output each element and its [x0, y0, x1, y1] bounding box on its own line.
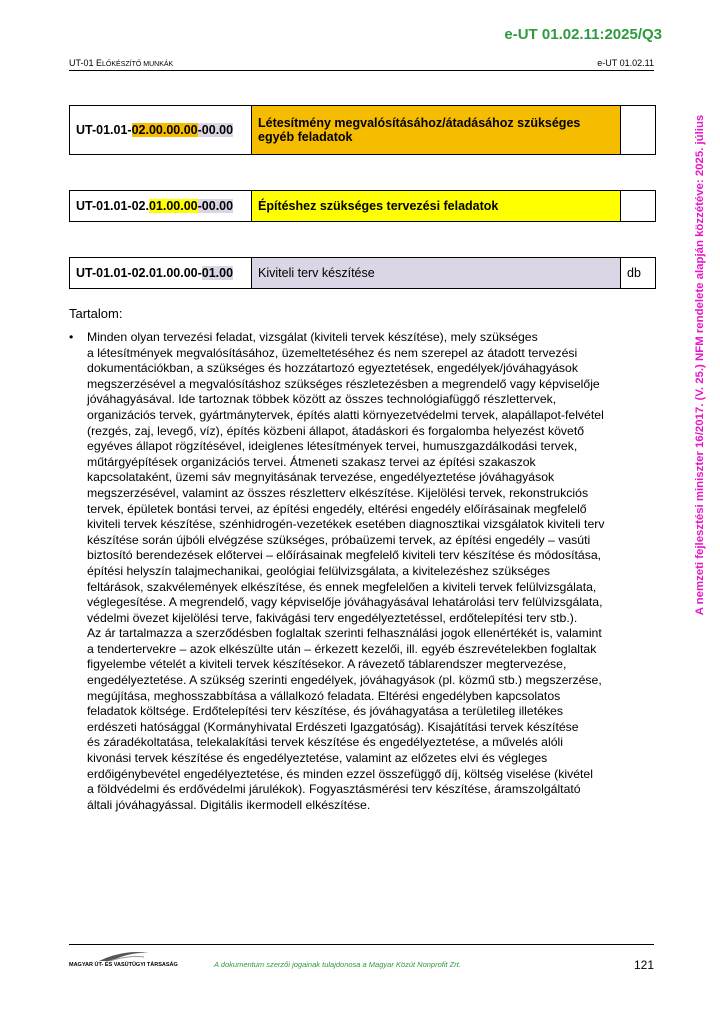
page-number: 121: [633, 958, 654, 972]
running-header: [69, 58, 654, 71]
paragraph-line: megszerzésével, valamint az összes részletterv elkészítése. Kijelölési tervek, rekonstrukciós: [87, 485, 589, 500]
paragraph-line: a létesítmények megvalósításához, üzemeltetéséhez és nem szerepel az átadott tervezési: [87, 345, 578, 360]
paragraph-line: engedélyeztetése. A szükség szerinti engedélyek, jóváhagyások (pl. közmű stb.) megszerzése,: [87, 673, 602, 688]
paragraph-line: Az ár tartalmazza a szerződésben foglaltak szerinti felhasználási jogok ellenértékét is, valamint: [87, 626, 602, 641]
item-unit: db: [621, 258, 656, 289]
content-label: Tartalom:: [69, 306, 123, 321]
side-publication-note: A nemzeti fejlesztési miniszter 16/2017. (V. 25.) NFM rendelete alapján közzétéve: 2025. július: [694, 114, 706, 615]
paragraph-line: és záradékoltatása, telekalakítási tervek készítése és engedélyeztetése, a művelés alóli: [87, 735, 563, 750]
paragraph-line: műtárgyépítések organizációs tervei. Átmeneti szakasz tervei az építési szakaszok: [87, 454, 536, 469]
paragraph-line: megszerzésével a megvalósításhoz szükséges részletezésben a megrendelő vagy képviselője: [87, 376, 600, 391]
paragraph-line: dokumentációkban, a szükséges és hozzátartozó egyeztetések, engedélyek/jóváhagyások: [87, 361, 578, 376]
paragraph-line: megújítása, meghosszabbítása a vállalkozó feladata. Eltérési engedélyben kapcsolatos: [87, 688, 561, 703]
footer-divider: [69, 944, 654, 945]
paragraph-line: organizációs tervek, gyártmánytervek, építés alatti környezetvédelmi tervek, alapállapot-felvétel: [87, 407, 604, 422]
item-unit: [621, 106, 656, 155]
paragraph-line: a földvédelmi és erdővédelmi járulékok). Fogyasztásmérési terv készítése, áramszolgáltató: [87, 782, 581, 797]
paragraph-line: figyelembe vételét a kiviteli tervek készítésekor. A rávezető táblarendszer megtervezése,: [87, 657, 567, 672]
paragraph-line: védelmi övezet kijelölési terve, fakivágási terv engedélyeztetéssel, erdőtelepítési terv stb.).: [87, 610, 578, 625]
paragraph-line: jóváhagyásával. Ide tartoznak többek között az összes technológiafüggő részlettervek,: [87, 392, 557, 407]
item-code: UT-01.01-02.01.00.00-00.00: [70, 191, 252, 222]
item-title: Kiviteli terv készítése: [252, 258, 621, 289]
copyright-note: A dokumentum szerzői jogainak tulajdonosa a Magyar Közút Nonprofit Zrt.: [214, 960, 461, 969]
item-title: Építéshez szükséges tervezési feladatok: [252, 191, 621, 222]
paragraph-line: tervek, épületek bontási tervei, az építési engedély, eltérési engedély előírásainak megfelelő: [87, 501, 587, 516]
paragraph-line: Minden olyan tervezési feladat, vizsgálat (kiviteli tervek készítése), mely szükséges: [87, 330, 538, 344]
paragraph-line: a tendertervekre – azok elkészülte után – érkezett kezelői, ill. egyéb észrevételekben foglaltak: [87, 641, 597, 656]
header-chapter: UT-01 ELŐKÉSZÍTŐ MUNKÁK: [69, 58, 174, 68]
item-table-level3: [69, 257, 656, 289]
header-doc-ref: e-UT 01.02.11: [597, 58, 654, 68]
paragraph-line: készítése során újbóli elvégzése szükséges, próbaüzemi tervek, az építési engedély – vasúti: [87, 532, 591, 547]
paragraph-line: kiviteli tervek készítése, szénhidrogén-vezetékek esetében diagnosztikai vizsgálatok kiviteli terv: [87, 517, 605, 532]
item-table-level2: [69, 190, 656, 222]
paragraph-line: építési helyszín talajmechanikai, geológiai felülvizsgálata, a kivitelezéshez szükséges: [87, 563, 551, 578]
content-bullet: [69, 330, 659, 813]
paragraph-line: (rezgés, zaj, levegő, víz), építés közbeni állapot, átadáskori és forgalomba helyezést követő: [87, 423, 585, 438]
paragraph-line: feltárások, szakvélemények elkészítése, és ennek megfelelően a kiviteli tervek felülvizsgálata,: [87, 579, 597, 594]
company-logo-text: MAGYAR ÚT- ÉS VASÚTÜGYI TÁRSASÁG: [69, 962, 178, 968]
paragraph-line: erdőigénybevétel engedélyeztetése, és minden ezzel összefüggő díj, költség viselése (kivétel: [87, 766, 593, 781]
paragraph-line: általi jóváhagyással. Digitális ikermodell elkészítése.: [87, 797, 371, 812]
paragraph-line: véglegesítése. A megrendelő, vagy képviselője jóváhagyásával lehatárolási terv felülvizsgálata,: [87, 595, 603, 610]
item-unit: [621, 191, 656, 222]
paragraph-line: kapcsolataként, üzemi sáv megnyitásának tervezése, engedélyeztetése jóváhagyások: [87, 470, 555, 485]
content-paragraph: [87, 330, 659, 813]
paragraph-line: erdészeti hatósággal (Kormányhivatal Erdészeti Igazgatóság). Kisajátítási tervek készítése: [87, 719, 579, 734]
company-logo-icon: [69, 949, 189, 973]
item-title: Létesítmény megvalósításához/átadásához szükséges egyéb feladatok: [252, 106, 621, 155]
document-code: e-UT 01.02.11:2025/Q3: [504, 26, 662, 43]
paragraph-line: biztosító berendezések előtervei – előírásainak megfelelő kiviteli terv készítése és módosítása,: [87, 548, 602, 563]
paragraph-line: egyéves állapot rögzítésével, ideiglenes létesítmények tervei, humuszgazdálkodási tervek,: [87, 439, 578, 454]
item-code: UT-01.01-02.01.00.00-01.00: [70, 258, 252, 289]
item-table-level1: [69, 105, 656, 155]
paragraph-line: kivonási tervek készítése és engedélyeztetése, valamint az előzetes elvi és végleges: [87, 751, 548, 766]
paragraph-line: feladatok költsége. Erdőtelepítési terv készítése, és jóváhagyatása a területileg illetékes: [87, 704, 563, 719]
item-code: UT-01.01-02.00.00.00-00.00: [70, 106, 252, 155]
bullet-icon: •: [69, 330, 74, 344]
